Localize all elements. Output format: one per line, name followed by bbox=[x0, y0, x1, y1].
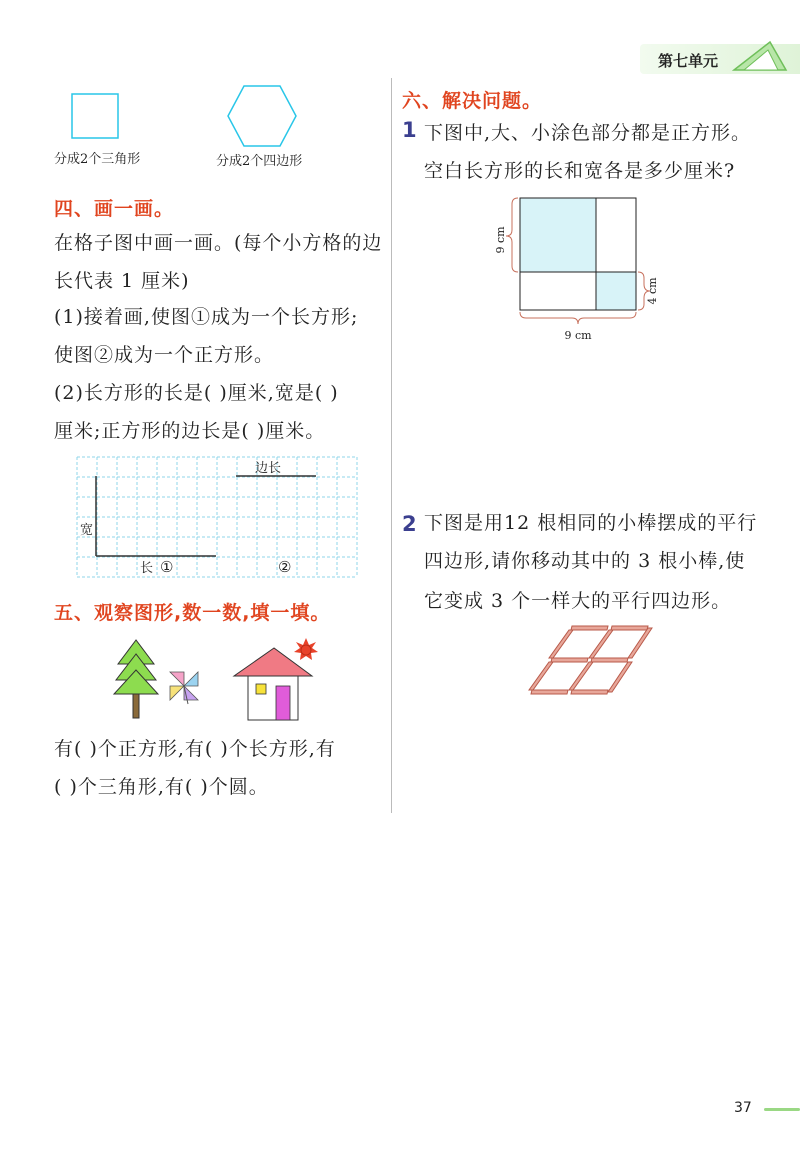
q2-line: 它变成 3 个一样大的平行四边形。 bbox=[424, 590, 732, 612]
stick bbox=[549, 630, 573, 658]
side-label: 边长 bbox=[254, 461, 282, 476]
stick bbox=[611, 626, 648, 630]
q1-line: 空白长方形的长和宽各是多少厘米? bbox=[424, 160, 736, 182]
stick bbox=[529, 662, 553, 690]
section4-line: 厘米;正方形的边长是( )厘米。 bbox=[54, 420, 326, 442]
sun-picture bbox=[294, 638, 318, 660]
section4-line: (1)接着画,使图①成为一个长方形; bbox=[54, 306, 359, 328]
dim-right: 4 cm bbox=[646, 277, 659, 305]
hexagon-shape bbox=[226, 84, 298, 148]
stick bbox=[591, 658, 628, 662]
unit-label: 第七单元 bbox=[658, 52, 719, 70]
section5-line: ( )个三角形,有( )个圆。 bbox=[54, 776, 269, 798]
dim-left: 9 cm bbox=[494, 226, 507, 254]
length-label: 长 bbox=[140, 561, 154, 576]
square-caption: 分成2个三角形 bbox=[54, 152, 141, 167]
stick bbox=[571, 690, 608, 694]
section4-line: 使图②成为一个正方形。 bbox=[54, 344, 275, 366]
section4-title: 四、画一画。 bbox=[54, 198, 175, 220]
squares-figure bbox=[496, 192, 666, 348]
figure-1-label: ① bbox=[160, 558, 174, 576]
ruler-icon bbox=[730, 40, 790, 74]
pinwheel-picture bbox=[170, 672, 198, 704]
stick bbox=[569, 662, 593, 690]
tree-picture bbox=[114, 640, 158, 718]
stick bbox=[571, 626, 608, 630]
grid-figure bbox=[76, 456, 358, 580]
square-shape bbox=[70, 92, 122, 140]
section5-line: 有( )个正方形,有( )个长方形,有 bbox=[54, 738, 336, 760]
dim-bottom: 9 cm bbox=[564, 329, 592, 342]
section5-title: 五、观察图形,数一数,填一填。 bbox=[54, 602, 331, 624]
big-square bbox=[520, 198, 596, 272]
stick bbox=[551, 658, 588, 662]
page-bar bbox=[764, 1108, 800, 1111]
section4-line: 长代表 1 厘米) bbox=[54, 270, 190, 292]
sticks-figure bbox=[520, 622, 660, 698]
q1-line: 下图中,大、小涂色部分都是正方形。 bbox=[424, 122, 752, 144]
section4-line: 在格子图中画一画。(每个小方格的边 bbox=[54, 232, 383, 254]
stick bbox=[608, 662, 632, 692]
stick bbox=[589, 630, 613, 658]
shapes-picture bbox=[112, 634, 332, 724]
q2-line: 下图是用12 根相同的小棒摆成的平行 bbox=[424, 512, 758, 534]
page-number: 37 bbox=[734, 1100, 752, 1116]
stick bbox=[628, 628, 652, 658]
q2-number: 2 bbox=[402, 512, 417, 536]
hexagon-caption: 分成2个四边形 bbox=[216, 154, 303, 169]
q1-number: 1 bbox=[402, 118, 417, 142]
blank-rectangle bbox=[520, 272, 596, 310]
stick bbox=[531, 690, 568, 694]
figure-2-label: ② bbox=[278, 558, 292, 576]
q2-line: 四边形,请你移动其中的 3 根小棒,使 bbox=[424, 550, 746, 572]
column-divider bbox=[391, 78, 392, 813]
width-label: 宽 bbox=[80, 523, 94, 538]
small-square bbox=[596, 272, 636, 310]
section6-title: 六、解决问题。 bbox=[402, 90, 543, 112]
section4-line: (2)长方形的长是( )厘米,宽是( ) bbox=[54, 382, 339, 404]
